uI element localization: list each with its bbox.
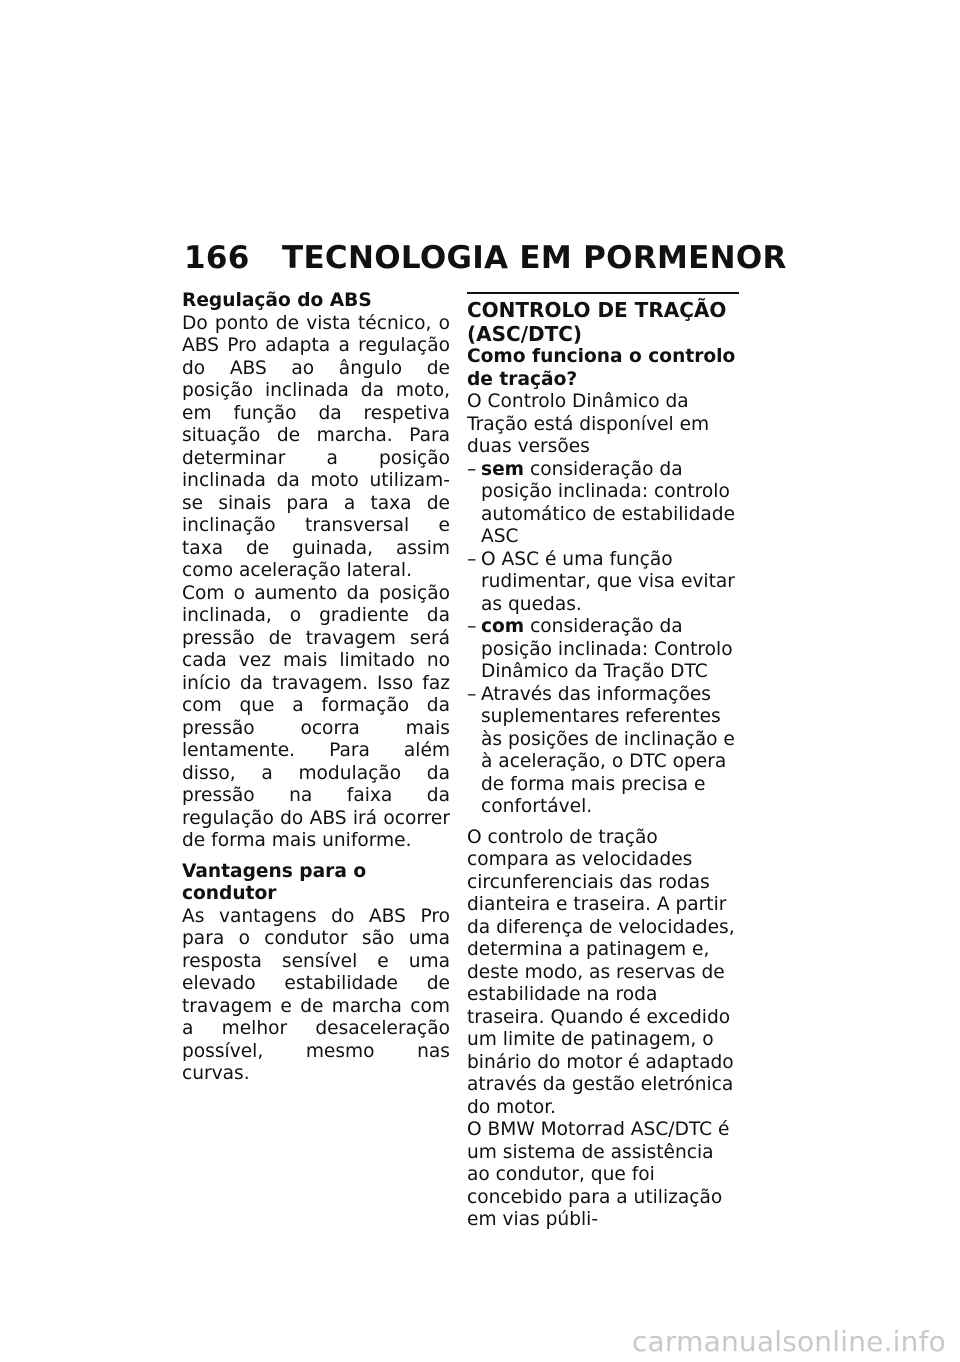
advantages-paragraph: As vantagens do ABS Pro para o condutor são uma resposta sensível e uma elevado estabilidade de travagem e de marcha com a melhor desaceleração possível, mesmo nas curvas.: [182, 905, 450, 1084]
list-item-text: O ASC é uma função rudimentar, que visa evitar as quedas.: [481, 548, 735, 615]
list-item-text: consideração da posição inclinada: controlo automático de estabilidade ASC: [481, 458, 736, 547]
page-header: [184, 240, 787, 276]
how-heading: Como funciona o controlo de tração?: [467, 346, 736, 390]
right-column: [467, 292, 739, 1232]
advantages-heading: Vantagens para o condutor: [182, 860, 367, 904]
left-column: [182, 290, 450, 1086]
abs-heading: Regulação do ABS: [182, 290, 372, 311]
watermark: carmanualsonline.info: [631, 1325, 946, 1358]
list-item: [467, 549, 739, 617]
list-item-text: Através das informações suplementares referentes às posições de inclinação e à aceleração, o DTC opera de forma mais precisa e confortável.: [481, 683, 735, 817]
list-item-text: consideração da posição inclinada: Controlo Dinâmico da Tração DTC: [481, 616, 733, 682]
asc-dtc-paragraph: O BMW Motorrad ASC/DTC é um sistema de assistência ao condutor, que foi concebido para a utilização em vias públi-: [467, 1119, 730, 1230]
list-item: [467, 684, 739, 819]
list-item-bold: sem: [481, 458, 525, 480]
how-paragraph: O Controlo Dinâmico da Tração está disponível em duas versões: [467, 391, 710, 457]
list-item-bold: com: [481, 616, 525, 637]
abs-paragraph-2: Com o aumento da posição inclinada, o gradiente da pressão de travagem será cada vez mais limitado no início da travagem. Isso faz com que a formação da pressão ocorra mais lentamente. Para além disso, a modulação da pressão na faixa da regulação do ABS irá ocorrer de forma mais uniforme.: [182, 582, 450, 851]
section-title: CONTROLO DE TRAÇÃO (ASC/DTC): [467, 298, 727, 346]
section-rule: [467, 292, 739, 294]
chapter-title: TECNOLOGIA EM PORMENOR: [282, 240, 787, 276]
version-list: [467, 459, 739, 819]
list-item: [467, 616, 739, 684]
list-item: [467, 459, 739, 549]
traction-paragraph: O controlo de tração compara as velocidades circunferenciais das rodas dianteira e traseira. A partir da diferença de velocidades, determina a patinagem e, deste modo, as reservas de estabilidade na roda traseira. Quando é excedido um limite de patinagem, o binário do motor é adaptado através da gestão eletrónica do motor.: [467, 826, 735, 1118]
abs-paragraph-1: Do ponto de vista técnico, o ABS Pro adapta a regulação do ABS ao ângulo de posição inclinada da moto, em função da respetiva situação de marcha. Para determinar a posição inclinada da moto utilizam-se sinais para a taxa de inclinação transversal e taxa de guinada, assim como aceleração lateral.: [182, 312, 450, 581]
page-number: 166: [184, 240, 250, 276]
